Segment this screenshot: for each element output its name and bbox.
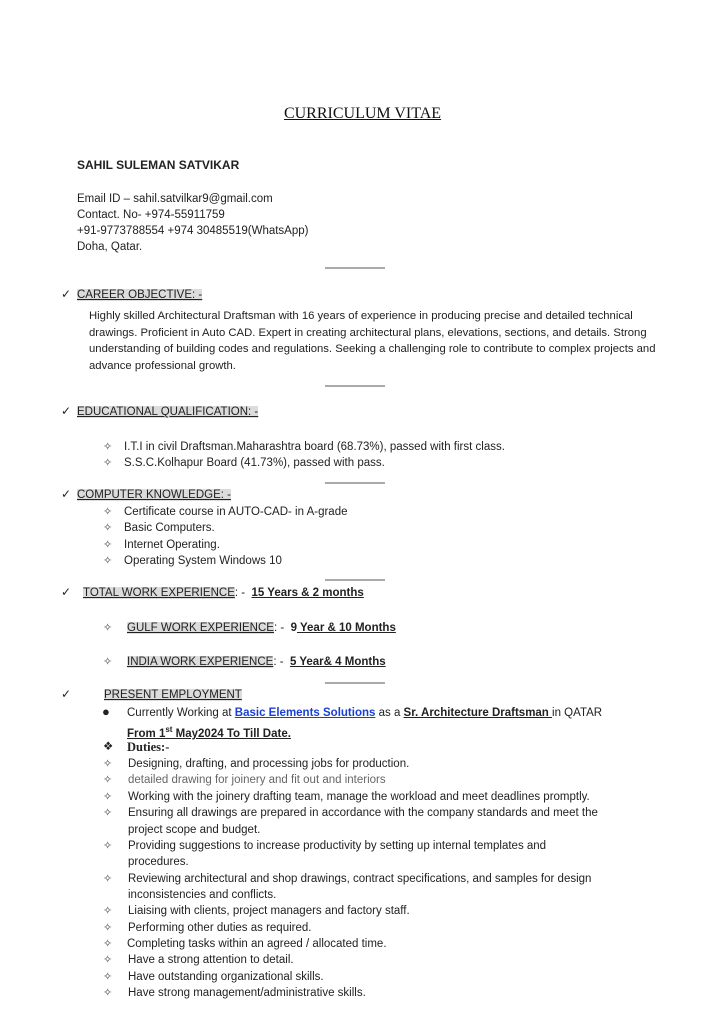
diamond-bullet-icon: ✧ xyxy=(103,774,113,786)
gulf-years: 9 xyxy=(290,622,297,634)
gulf-experience-label: GULF WORK EXPERIENCE xyxy=(127,622,274,634)
duty-item: Have a strong attention to detail. xyxy=(128,954,294,966)
duty-item: Completing tasks within an agreed / allocated time. xyxy=(127,938,387,950)
diamond-fill-icon: ❖ xyxy=(103,741,114,753)
computer-item: Operating System Windows 10 xyxy=(124,555,282,567)
diamond-bullet-icon: ✧ xyxy=(103,506,113,518)
contact-location: Doha, Qatar. xyxy=(77,241,143,253)
company-link[interactable]: Basic Elements Solutions xyxy=(234,707,376,719)
diamond-bullet-icon: ✧ xyxy=(103,791,113,803)
computer-item: Certificate course in AUTO-CAD- in A-grade xyxy=(124,506,348,518)
duty-item: Have strong management/administrative skills. xyxy=(128,987,366,999)
education-item: S.S.C.Kolhapur Board (41.73%), passed with pass. xyxy=(124,457,385,469)
divider xyxy=(325,482,385,484)
education-heading: EDUCATIONAL QUALIFICATION: - xyxy=(77,406,259,418)
education-item: I.T.I in civil Draftsman.Maharashtra board (68.73%), passed with first class. xyxy=(124,441,505,453)
check-icon: ✓ xyxy=(61,687,72,701)
text: From 1 xyxy=(127,727,166,740)
duty-item: Providing suggestions to increase productivity by setting up internal templates and xyxy=(128,840,547,852)
page-title: CURRICULUM VITAE xyxy=(283,105,442,122)
india-experience-value: 5 Year& 4 Months xyxy=(289,656,386,668)
divider xyxy=(325,579,385,581)
diamond-bullet-icon: ✧ xyxy=(103,873,113,885)
diamond-bullet-icon: ✧ xyxy=(103,971,113,983)
contact-email: Email ID – sahil.satvilkar9@gmail.com xyxy=(77,193,273,205)
computer-item: Internet Operating. xyxy=(124,539,220,551)
duty-item: Working with the joinery drafting team, manage the workload and meet deadlines promptly. xyxy=(128,791,590,803)
job-role: Sr. Architecture Draftsman xyxy=(403,707,553,719)
text: May2024 To Till Date. xyxy=(172,727,291,740)
duty-item: Ensuring all drawings are prepared in accordance with the company standards and meet the xyxy=(128,807,598,819)
contact-phone-2: +91-9773788554 +974 30485519(WhatsApp) xyxy=(77,225,309,237)
computer-heading: COMPUTER KNOWLEDGE: - xyxy=(77,489,231,501)
check-icon: ✓ xyxy=(61,404,72,418)
diamond-bullet-icon: ✧ xyxy=(103,441,113,453)
diamond-bullet-icon: ✧ xyxy=(103,539,113,551)
text: as a xyxy=(375,707,404,719)
current-job xyxy=(127,706,602,720)
duty-item: inconsistencies and conflicts. xyxy=(128,889,277,901)
text: st xyxy=(165,725,173,734)
bullet-icon: ● xyxy=(102,704,110,719)
divider xyxy=(325,385,385,387)
text: Currently Working at xyxy=(127,707,235,719)
diamond-bullet-icon: ✧ xyxy=(103,954,113,966)
career-text: Highly skilled Architectural Draftsman with 16 years of experience in producing precise and detailed technical drawings. Proficient in Auto CAD. Expert in creating architectural plans, elevations, sections, and details. Strong understanding of building codes and regulations. Seeking a challenging role to contribute to complex projects and advance professional growth. xyxy=(89,310,656,373)
duty-item: Have outstanding organizational skills. xyxy=(128,971,324,983)
total-experience-label: TOTAL WORK EXPERIENCE xyxy=(83,587,235,599)
text: in QATAR xyxy=(552,707,603,719)
present-employment-heading: PRESENT EMPLOYMENT xyxy=(104,689,242,701)
divider xyxy=(325,267,385,269)
computer-item: Basic Computers. xyxy=(124,522,215,534)
duty-item: Reviewing architectural and shop drawings, contract specifications, and samples for design xyxy=(128,873,592,885)
diamond-bullet-icon: ✧ xyxy=(103,938,113,950)
separator: : - xyxy=(273,656,284,668)
diamond-bullet-icon: ✧ xyxy=(103,457,113,469)
divider xyxy=(325,682,385,684)
total-experience-value: 15 Years & 2 months xyxy=(251,587,364,599)
duty-item: project scope and budget. xyxy=(128,824,261,836)
diamond-bullet-icon: ✧ xyxy=(103,522,113,534)
check-icon: ✓ xyxy=(61,287,72,301)
separator: : - xyxy=(273,622,285,634)
duty-item: Designing, drafting, and processing jobs for production. xyxy=(128,758,410,770)
separator: : - xyxy=(234,587,246,599)
diamond-bullet-icon: ✧ xyxy=(103,555,113,567)
contact-phone: Contact. No- +974-55911759 xyxy=(77,209,225,221)
check-icon: ✓ xyxy=(61,487,72,501)
candidate-name: SAHIL SULEMAN SATVIKAR xyxy=(77,158,240,172)
india-experience-label: INDIA WORK EXPERIENCE xyxy=(127,656,274,668)
gulf-experience-value: Year & 10 Months xyxy=(297,622,396,634)
diamond-bullet-icon: ✧ xyxy=(103,758,113,770)
duty-item: Performing other duties as required. xyxy=(128,922,312,934)
duty-item: Liaising with clients, project managers and factory staff. xyxy=(128,905,410,917)
diamond-bullet-icon: ✧ xyxy=(103,807,113,819)
employment-date xyxy=(127,723,291,741)
diamond-bullet-icon: ✧ xyxy=(103,905,113,917)
diamond-bullet-icon: ✧ xyxy=(103,840,113,852)
check-icon: ✓ xyxy=(61,585,72,599)
diamond-bullet-icon: ✧ xyxy=(103,656,113,668)
career-heading: CAREER OBJECTIVE: - xyxy=(77,289,203,301)
duty-item: detailed drawing for joinery and fit out and interiors xyxy=(128,774,386,786)
diamond-bullet-icon: ✧ xyxy=(103,622,113,634)
diamond-bullet-icon: ✧ xyxy=(103,987,113,999)
duty-item: procedures. xyxy=(128,856,189,868)
diamond-bullet-icon: ✧ xyxy=(103,922,113,934)
duties-heading: Duties:- xyxy=(127,740,170,754)
